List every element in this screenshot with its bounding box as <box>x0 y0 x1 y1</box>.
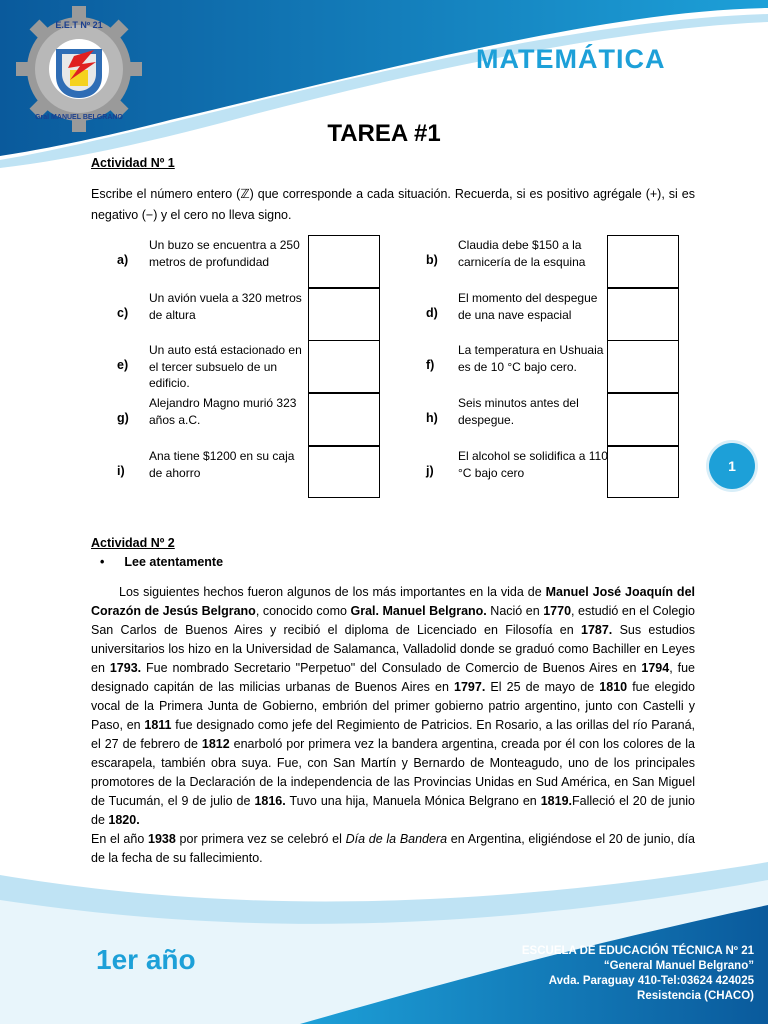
school-info <box>522 944 754 1004</box>
activity-2-heading: Actividad Nº 2 <box>91 536 175 550</box>
situation-label: e) <box>117 358 129 372</box>
situation-text: El momento del despegue de una nave espacial <box>458 291 598 322</box>
logo-top-text: E.E.T Nº 21 <box>55 20 103 30</box>
reading-paragraph-1: Los siguientes hechos fueron algunos de los más importantes en la vida de Manuel José Joaquín del Corazón de Jesús Belgrano, conocido como Gral. Manuel Belgrano. Nació en 1770, estudió en el Colegio San Carlos de Buenos Aires y recibió el diploma de Licenciado en Filosofía en 1787. Sus estudios universitarios los hizo en la Universidad de Salamanca, Valladolid donde se graduó como Bachiller en Leyes en 1793. Fue nombrado Secretario "Perpetuo" del Consulado de Comercio de Buenos Aires en 1794, fue designado capitán de las milicias urbanas de Buenos Aires en 1797. El 25 de mayo de 1810 fue elegido vocal de la Primera Junta de Gobierno, embrión del primer gobierno patrio argentino, junto con Castelli y Paso, en 1811 fue designado como jefe del Regimiento de Patricios. En Rosario, a las orillas del río Paraná, el 27 de febrero de 1812 enarboló por primera vez la bandera argentina, creada por él con los colores de la escarapela, también obra suya. Fue, con San Martín y Bernardo de Monteagudo, uno de los principales promotores de la Declaración de la independencia de las Provincias Unidas en Sud América, en San Miguel de Tucumán, el 9 de julio de 1816. Tuvo una hija, Manuela Mónica Belgrano en 1819.Falleció el 20 de junio de 1820. <box>91 585 695 827</box>
reading-text <box>91 583 695 868</box>
activity-1-heading: Actividad Nº 1 <box>91 156 175 170</box>
school-info-line: Avda. Paraguay 410-Tel:03624 424025 <box>548 975 754 987</box>
situation-text: Ana tiene $1200 en su caja de ahorro <box>149 449 295 480</box>
page-title: TAREA #1 <box>327 120 441 147</box>
bullet-icon: • <box>100 555 105 569</box>
school-info-line: “General Manuel Belgrano” <box>603 960 754 972</box>
logo-bottom-text: Gral MANUEL BELGRANO <box>35 114 123 121</box>
school-info-line: Resistencia (CHACO) <box>637 990 754 1002</box>
grade-year: 1er año <box>96 944 196 975</box>
subject-title: MATEMÁTICA <box>476 44 666 74</box>
situation-label: f) <box>426 358 435 372</box>
situation-text: El alcohol se solidifica a 110 °C bajo cero <box>458 449 608 480</box>
situation-label: g) <box>117 411 129 425</box>
situation-text: La temperatura en Ushuaia es de 10 °C bajo cero. <box>458 343 604 374</box>
situation-text: Claudia debe $150 a la carnicería de la esquina <box>458 238 586 269</box>
situation-text: Un avión vuela a 320 metros de altura <box>149 291 302 322</box>
situation-text: Un buzo se encuentra a 250 metros de profundidad <box>149 238 300 269</box>
situation-label: i) <box>117 464 125 478</box>
situation-label: c) <box>117 306 129 320</box>
reading-paragraph-2: En el año 1938 por primera vez se celebró el Día de la Bandera en Argentina, eligiéndose el 20 de junio, día de la fecha de su fallecimiento. <box>91 832 696 865</box>
situation-text: Seis minutos antes del despegue. <box>458 396 579 427</box>
situation-label: h) <box>426 411 438 425</box>
situation-label: b) <box>426 253 438 267</box>
school-info-line: ESCUELA DE EDUCACIÓN TÉCNICA Nº 21 <box>521 945 754 957</box>
situation-label: a) <box>117 253 129 267</box>
school-logo-gear <box>14 4 144 134</box>
activity-1-instructions: Escribe el número entero (ℤ) que corresponde a cada situación. Recuerda, si es positivo agrégale (+), si es negativo (−) y el cero no lleva signo. <box>91 187 695 222</box>
page-number-badge: 1 <box>709 443 755 489</box>
situation-label: d) <box>426 306 438 320</box>
bullet-text: Lee atentamente <box>124 555 224 569</box>
situation-text: Alejandro Magno murió 323 años a.C. <box>149 396 297 427</box>
situation-label: j) <box>426 464 434 478</box>
situation-text: Un auto está estacionado en el tercer subsuelo de un edificio. <box>149 343 302 390</box>
bullet-item <box>100 555 223 569</box>
